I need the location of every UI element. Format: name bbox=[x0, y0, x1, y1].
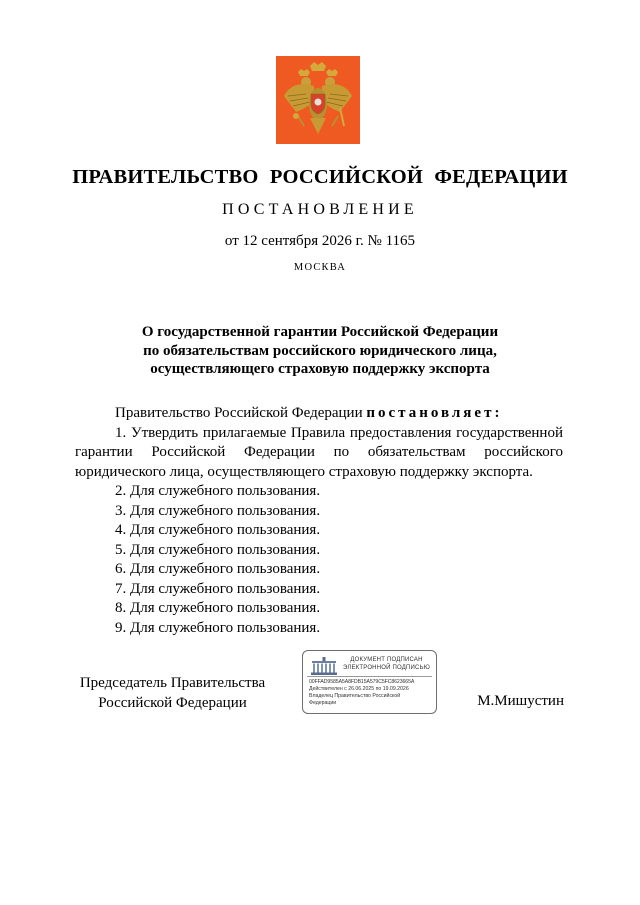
validity-period: Действителен с 26.06.2025 по 19.09.2026 bbox=[309, 686, 409, 692]
document-body bbox=[75, 404, 563, 638]
document-type: ПОСТАНОВЛЕНИЕ bbox=[222, 201, 418, 218]
government-title: ПРАВИТЕЛЬСТВО РОССИЙСКОЙ ФЕДЕРАЦИИ bbox=[72, 166, 568, 188]
certificate-number: 00FFAD9585A5A8FDB15A579C5FC8623665A bbox=[309, 679, 415, 685]
stamp-details bbox=[309, 679, 432, 707]
list-item: 4. Для служебного пользования. bbox=[115, 522, 321, 538]
list-item: 9. Для служебного пользования. bbox=[115, 619, 321, 636]
list-item: 8. Для служебного пользования. bbox=[115, 600, 321, 616]
document-subject bbox=[0, 323, 640, 379]
document-date-number: от 12 сентября 2026 г. № 1165 bbox=[224, 233, 416, 249]
russian-coat-of-arms-icon bbox=[276, 56, 360, 144]
intro-text: Правительство Российской Федерации bbox=[115, 405, 367, 421]
electronic-signature-stamp bbox=[302, 650, 437, 714]
signer-title-line: Российской Федерации bbox=[98, 694, 247, 711]
certificate-owner: Владелец Правительство Российской bbox=[309, 693, 401, 699]
subject-line: О государственной гарантии Российской Федерации bbox=[141, 324, 499, 340]
list-item: 2. Для служебного пользования. bbox=[115, 483, 321, 499]
stamp-heading-line: ЭЛЕКТРОННОЙ ПОДПИСЬЮ bbox=[343, 664, 430, 671]
subject-line: по обязательствам российского юридического лица, bbox=[143, 342, 497, 359]
stamp-heading bbox=[341, 657, 432, 672]
government-building-icon bbox=[310, 657, 338, 675]
list-item: 7. Для служебного пользования. bbox=[115, 580, 321, 597]
intro-paragraph bbox=[75, 404, 563, 424]
signer-title-line: Председатель Правительства bbox=[79, 675, 266, 691]
resolves-word: постановляет: bbox=[366, 405, 503, 421]
signer-name: М.Мишустин bbox=[477, 693, 564, 709]
item-1-paragraph: 1. Утвердить прилагаемые Правила предоставления государственной гарантии Российской Федерации по обязательствам российского юридического лица, осуществляющего страховую поддержку экспорта. bbox=[75, 424, 563, 480]
list-item: 6. Для служебного пользования. bbox=[115, 561, 321, 577]
list-item: 5. Для служебного пользования. bbox=[115, 541, 321, 558]
document-city: МОСКВА bbox=[293, 262, 347, 273]
list-item: 3. Для служебного пользования. bbox=[115, 502, 321, 519]
subject-line: осуществляющего страховую поддержку экспорта bbox=[150, 361, 490, 377]
signer-title bbox=[70, 674, 275, 713]
stamp-heading-line: ДОКУМЕНТ ПОДПИСАН bbox=[350, 657, 423, 663]
certificate-owner: Федерации bbox=[309, 700, 337, 706]
stamp-divider bbox=[307, 676, 432, 677]
